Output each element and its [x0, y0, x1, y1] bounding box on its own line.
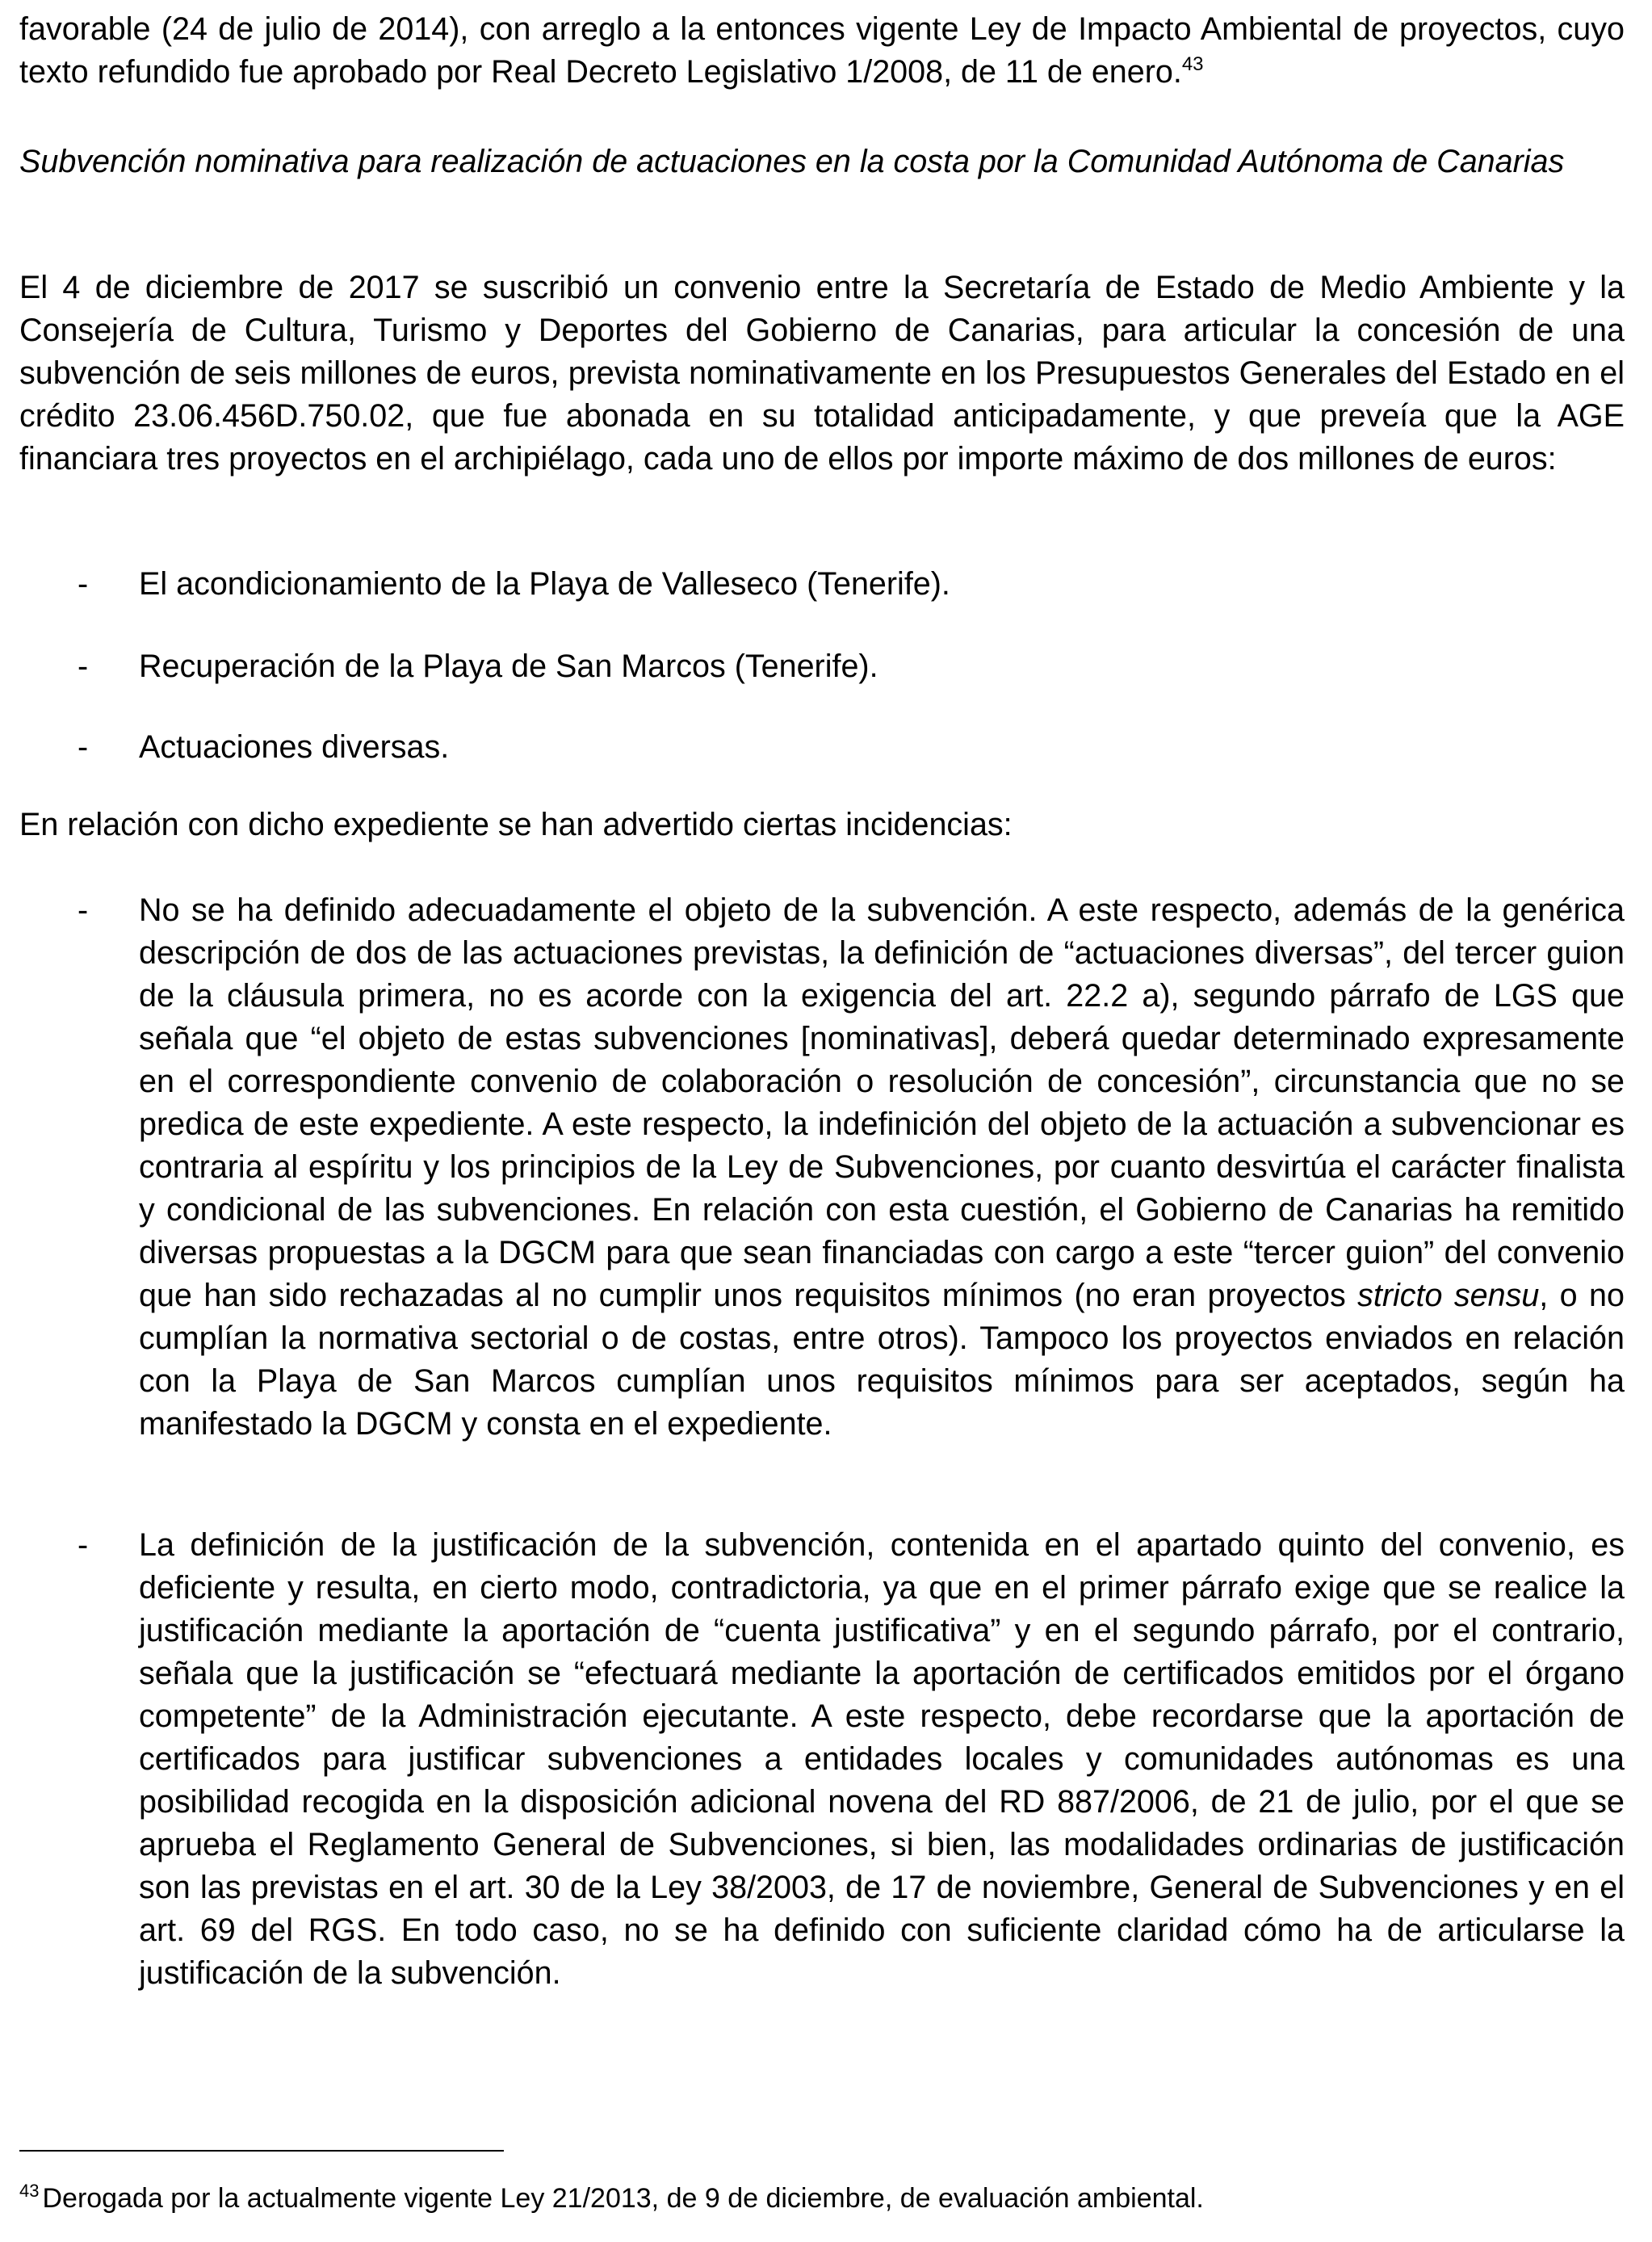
incidencia-objeto-part1: No se ha definido adecuadamente el objeto de la subvención. A este respecto, además de la genérica descripción de dos de las actuaciones previstas, la definición de “actuaciones diversas”, del tercer guion de la cláusula primera, no es acorde con la exigencia del art. 22.2 a), segundo párrafo de LGS que señala que “el objeto de estas subvenciones [nominativas], deberá quedar determinado expresamente en el correspondiente convenio de colaboración o resolución de concesión”, circunstancia que no se predica de este expediente. A este respecto, la indefinición del objeto de la actuación a subvencionar es contraria al espíritu y los principios de la Ley de Subvenciones, por cuanto desvirtúa el carácter finalista y condicional de las subvenciones. En relación con esta cuestión, el Gobierno de Canarias ha remitido diversas propuestas a la DGCM para que sean financiadas con cargo a este “tercer guion” del convenio que han sido rechazadas al no cumplir unos requisitos mínimos (no eran proyectos — [139, 892, 1625, 1313]
footnote — [19, 2181, 1625, 2216]
incidencia-objeto-text — [139, 889, 1625, 1446]
intro-paragraph: El 4 de diciembre de 2017 se suscribió un convenio entre la Secretaría de Estado de Medio Ambiente y la Consejería de Cultura, Turismo y Deportes del Gobierno de Canarias, para articular la concesión de una subvención de seis millones de euros, prevista nominativamente en los Presupuestos Generales del Estado en el crédito 23.06.456D.750.02, que fue abonada en su totalidad anticipadamente, y que preveía que la AGE financiara tres proyectos en el archipiélago, cada uno de ellos por importe máximo de dos millones de euros: — [19, 270, 1625, 477]
incidencia-objeto-italic: stricto sensu — [1357, 1278, 1540, 1313]
project-text: Actuaciones diversas. — [139, 729, 450, 765]
incidencia-objeto-part2: , o no cumplían la normativa sectorial o de costas, entre otros). Tampoco los proyectos enviados en relación con la Playa de San Marcos cumplían unos requisitos mínimos para ser aceptados, según ha manifestado la DGCM y consta en el expediente. — [139, 1278, 1625, 1442]
project-text: Recuperación de la Playa de San Marcos (Tenerife). — [139, 649, 878, 684]
opening-paragraph — [19, 8, 1625, 94]
footnote-text: Derogada por la actualmente vigente Ley 21/2013, de 9 de diciembre, de evaluación ambiental. — [42, 2183, 1204, 2214]
section-heading: Subvención nominativa para realización de actuaciones en la costa por la Comunidad Autónoma de Canarias — [19, 144, 1565, 179]
dash-bullet: - — [78, 1527, 89, 1563]
footnote-reference[interactable]: 43 — [1181, 53, 1204, 75]
document-page — [19, 0, 1625, 2242]
opening-text: favorable (24 de julio de 2014), con arreglo a la entonces vigente Ley de Impacto Ambiental de proyectos, cuyo texto refundido fue aprobado por Real Decreto Legislativo 1/2008, de 11 de enero. — [19, 11, 1625, 90]
project-text: El acondicionamiento de la Playa de Valleseco (Tenerife). — [139, 566, 950, 602]
dash-bullet: - — [78, 649, 89, 684]
footnote-separator — [19, 2150, 504, 2152]
incidencia-justificacion-text: La definición de la justificación de la subvención, contenida en el apartado quinto del convenio, es deficiente y resulta, en cierto modo, contradictoria, ya que en el primer párrafo exige que se realice la justificación mediante la aportación de “cuenta justificativa” y en el segundo párrafo, por el contrario, señala que la justificación se “efectuará mediante la aportación de certificados emitidos por el órgano competente” de la Administración ejecutante. A este respecto, debe recordarse que la aportación de certificados para justificar subvenciones a entidades locales y comunidades autónomas es una posibilidad recogida en la disposición adicional novena del RD 887/2006, de 21 de julio, por el que se aprueba el Reglamento General de Subvenciones, si bien, las modalidades ordinarias de justificación son las previstas en el art. 30 de la Ley 38/2003, de 17 de noviembre, General de Subvenciones y en el art. 69 del RGS. En todo caso, no se ha definido con suficiente claridad cómo ha de articularse la justificación de la subvención. — [139, 1527, 1625, 1991]
relation-paragraph: En relación con dicho expediente se han advertido ciertas incidencias: — [19, 807, 1013, 842]
dash-bullet: - — [78, 729, 89, 765]
dash-bullet: - — [78, 566, 89, 602]
dash-bullet: - — [78, 892, 89, 928]
footnote-number: 43 — [19, 2181, 40, 2201]
